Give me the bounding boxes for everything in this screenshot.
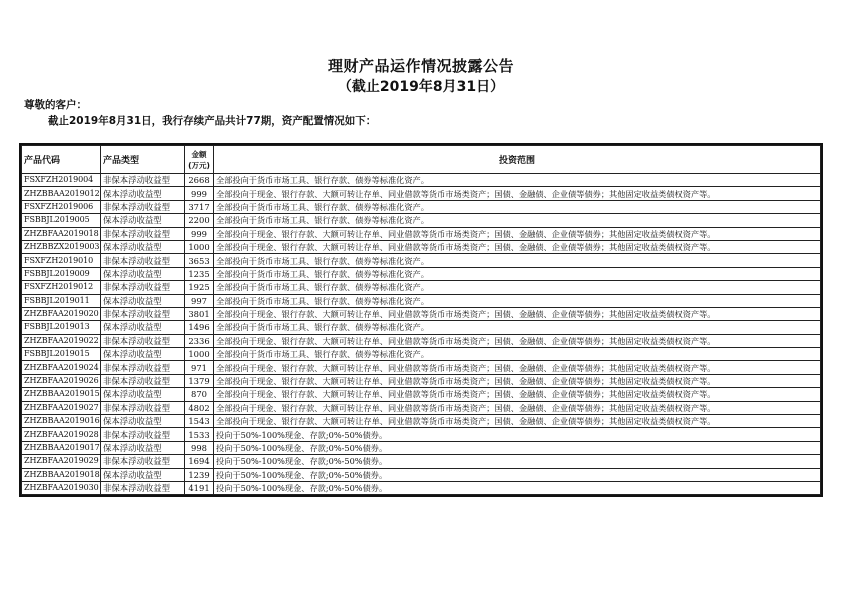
product-type-cell: 保本浮动收益型	[101, 321, 185, 334]
table-row	[22, 401, 821, 414]
investment-scope-cell: 全部投向于现金、银行存款、大额可转让存单、同业借款等货币市场类资产；国债、金融债、企业债等债券；其他固定收益类债权资产等。	[214, 240, 821, 253]
product-code-cell: FSXFZH2019010	[22, 254, 101, 267]
product-code-cell: FSXFZH2019006	[22, 200, 101, 213]
header-product-type: 产品类型	[101, 146, 185, 174]
table-row	[22, 307, 821, 320]
table-row	[22, 200, 821, 213]
amount-cell: 1496	[185, 321, 214, 334]
product-code-cell: ZHZBFAA2019018	[22, 227, 101, 240]
table-row	[22, 187, 821, 200]
table-row	[22, 388, 821, 401]
amount-cell: 999	[185, 187, 214, 200]
investment-scope-cell: 全部投向于货币市场工具、银行存款、债券等标准化资产。	[214, 348, 821, 361]
table-row	[22, 468, 821, 481]
amount-cell: 2668	[185, 174, 214, 187]
product-code-cell: ZHZBFAA2019026	[22, 374, 101, 387]
investment-scope-cell: 全部投向于货币市场工具、银行存款、债券等标准化资产。	[214, 214, 821, 227]
table-row	[22, 254, 821, 267]
product-code-cell: FSBBJL2019013	[22, 321, 101, 334]
amount-cell: 3801	[185, 307, 214, 320]
table-row	[22, 334, 821, 347]
product-type-cell: 非保本浮动收益型	[101, 455, 185, 468]
table-row	[22, 481, 821, 494]
investment-scope-cell: 全部投向于现金、银行存款、大额可转让存单、同业借款等货币市场类资产；国债、金融债、企业债等债券；其他固定收益类债权资产等。	[214, 401, 821, 414]
header-investment-scope: 投资范围	[214, 146, 821, 174]
product-type-cell: 保本浮动收益型	[101, 441, 185, 454]
table-body	[22, 174, 821, 495]
product-code-cell: FSBBJL2019005	[22, 214, 101, 227]
amount-cell: 1000	[185, 240, 214, 253]
product-code-cell: ZHZBFAA2019028	[22, 428, 101, 441]
product-type-cell: 非保本浮动收益型	[101, 200, 185, 213]
table-row	[22, 214, 821, 227]
product-type-cell: 保本浮动收益型	[101, 214, 185, 227]
investment-scope-cell: 全部投向于货币市场工具、银行存款、债券等标准化资产。	[214, 174, 821, 187]
greeting-text: 尊敬的客户：	[24, 99, 87, 111]
investment-scope-cell: 全部投向于现金、银行存款、大额可转让存单、同业借款等货币市场类资产；国债、金融债、企业债等债券；其他固定收益类债权资产等。	[214, 307, 821, 320]
investment-scope-cell: 全部投向于货币市场工具、银行存款、债券等标准化资产。	[214, 294, 821, 307]
header-amount-unit: (万元)	[188, 160, 210, 170]
amount-cell: 1694	[185, 455, 214, 468]
table-row	[22, 294, 821, 307]
amount-cell: 2200	[185, 214, 214, 227]
product-type-cell: 保本浮动收益型	[101, 187, 185, 200]
product-code-cell: ZHZBBAA2019018	[22, 468, 101, 481]
product-code-cell: ZHZBFAA2019027	[22, 401, 101, 414]
product-code-cell: ZHZBFAA2019020	[22, 307, 101, 320]
investment-scope-cell: 全部投向于现金、银行存款、大额可转让存单、同业借款等货币市场类资产；国债、金融债、企业债等债券；其他固定收益类债权资产等。	[214, 187, 821, 200]
document-title: 理财产品运作情况披露公告	[327, 57, 514, 75]
product-type-cell: 保本浮动收益型	[101, 415, 185, 428]
product-code-cell: ZHZBFAA2019029	[22, 455, 101, 468]
amount-cell: 999	[185, 227, 214, 240]
investment-scope-cell: 全部投向于现金、银行存款、大额可转让存单、同业借款等货币市场类资产；国债、金融债、企业债等债券；其他固定收益类债权资产等。	[214, 227, 821, 240]
product-code-cell: ZHZBFAA2019030	[22, 481, 101, 494]
investment-scope-cell: 全部投向于现金、银行存款、大额可转让存单、同业借款等货币市场类资产；国债、金融债、企业债等债券；其他固定收益类债权资产等。	[214, 361, 821, 374]
investment-scope-cell: 投向于50%-100%现金、存款;0%-50%债券。	[214, 468, 821, 481]
investment-scope-cell: 投向于50%-100%现金、存款;0%-50%债券。	[214, 441, 821, 454]
amount-cell: 1379	[185, 374, 214, 387]
amount-cell: 1000	[185, 348, 214, 361]
table-row	[22, 227, 821, 240]
table-row	[22, 415, 821, 428]
investment-scope-cell: 投向于50%-100%现金、存款;0%-50%债券。	[214, 481, 821, 494]
table-row	[22, 321, 821, 334]
table-row	[22, 281, 821, 294]
investment-scope-cell: 全部投向于货币市场工具、银行存款、债券等标准化资产。	[214, 200, 821, 213]
investment-scope-cell: 投向于50%-100%现金、存款;0%-50%债券。	[214, 428, 821, 441]
table-row	[22, 348, 821, 361]
product-code-cell: ZHZBFAA2019024	[22, 361, 101, 374]
product-code-cell: FSBBJL2019011	[22, 294, 101, 307]
product-code-cell: ZHZBFAA2019022	[22, 334, 101, 347]
table-row	[22, 374, 821, 387]
amount-cell: 971	[185, 361, 214, 374]
product-code-cell: FSXFZH2019004	[22, 174, 101, 187]
product-code-cell: ZHZBBAA2019012	[22, 187, 101, 200]
product-type-cell: 非保本浮动收益型	[101, 254, 185, 267]
amount-cell: 2336	[185, 334, 214, 347]
product-type-cell: 非保本浮动收益型	[101, 481, 185, 494]
product-type-cell: 非保本浮动收益型	[101, 307, 185, 320]
product-type-cell: 保本浮动收益型	[101, 388, 185, 401]
table-row	[22, 174, 821, 187]
product-code-cell: ZHZBBAA2019017	[22, 441, 101, 454]
header-amount	[185, 146, 214, 174]
product-type-cell: 非保本浮动收益型	[101, 227, 185, 240]
table-row	[22, 240, 821, 253]
product-code-cell: FSBBJL2019015	[22, 348, 101, 361]
investment-scope-cell: 全部投向于现金、银行存款、大额可转让存单、同业借款等货币市场类资产；国债、金融债、企业债等债券；其他固定收益类债权资产等。	[214, 334, 821, 347]
amount-cell: 1239	[185, 468, 214, 481]
investment-scope-cell: 全部投向于货币市场工具、银行存款、债券等标准化资产。	[214, 267, 821, 280]
table-row	[22, 455, 821, 468]
amount-cell: 870	[185, 388, 214, 401]
header-amount-label: 金额	[191, 149, 207, 159]
intro-paragraph: 截止2019年8月31日，我行存续产品共计77期，资产配置情况如下：	[48, 115, 377, 127]
product-code-cell: FSXFZH2019012	[22, 281, 101, 294]
product-type-cell: 非保本浮动收益型	[101, 174, 185, 187]
investment-scope-cell: 全部投向于现金、银行存款、大额可转让存单、同业借款等货币市场类资产；国债、金融债、企业债等债券；其他固定收益类债权资产等。	[214, 415, 821, 428]
product-type-cell: 保本浮动收益型	[101, 468, 185, 481]
product-type-cell: 保本浮动收益型	[101, 267, 185, 280]
product-table-container	[19, 143, 823, 497]
table-row	[22, 428, 821, 441]
investment-scope-cell: 全部投向于货币市场工具、银行存款、债券等标准化资产。	[214, 281, 821, 294]
product-type-cell: 非保本浮动收益型	[101, 428, 185, 441]
amount-cell: 1533	[185, 428, 214, 441]
amount-cell: 1543	[185, 415, 214, 428]
product-type-cell: 非保本浮动收益型	[101, 361, 185, 374]
investment-scope-cell: 投向于50%-100%现金、存款;0%-50%债券。	[214, 455, 821, 468]
document-subtitle: （截止2019年8月31日）	[337, 79, 505, 95]
product-code-cell: ZHZBBAA2019015	[22, 388, 101, 401]
amount-cell: 1925	[185, 281, 214, 294]
amount-cell: 4191	[185, 481, 214, 494]
table-row	[22, 441, 821, 454]
table-header-row	[22, 146, 821, 174]
amount-cell: 997	[185, 294, 214, 307]
investment-scope-cell: 全部投向于现金、银行存款、大额可转让存单、同业借款等货币市场类资产；国债、金融债、企业债等债券；其他固定收益类债权资产等。	[214, 374, 821, 387]
amount-cell: 998	[185, 441, 214, 454]
investment-scope-cell: 全部投向于货币市场工具、银行存款、债券等标准化资产。	[214, 321, 821, 334]
product-allocation-table	[21, 145, 821, 495]
product-type-cell: 非保本浮动收益型	[101, 281, 185, 294]
product-type-cell: 保本浮动收益型	[101, 294, 185, 307]
amount-cell: 4802	[185, 401, 214, 414]
product-type-cell: 非保本浮动收益型	[101, 401, 185, 414]
table-row	[22, 361, 821, 374]
product-code-cell: ZHZBBAA2019016	[22, 415, 101, 428]
product-code-cell: FSBBJL2019009	[22, 267, 101, 280]
table-row	[22, 267, 821, 280]
amount-cell: 1235	[185, 267, 214, 280]
investment-scope-cell: 全部投向于货币市场工具、银行存款、债券等标准化资产。	[214, 254, 821, 267]
amount-cell: 3717	[185, 200, 214, 213]
product-type-cell: 非保本浮动收益型	[101, 334, 185, 347]
product-type-cell: 保本浮动收益型	[101, 240, 185, 253]
investment-scope-cell: 全部投向于现金、银行存款、大额可转让存单、同业借款等货币市场类资产；国债、金融债、企业债等债券；其他固定收益类债权资产等。	[214, 388, 821, 401]
product-type-cell: 保本浮动收益型	[101, 348, 185, 361]
header-product-code: 产品代码	[22, 146, 101, 174]
product-code-cell: ZHZBBZX2019003	[22, 240, 101, 253]
amount-cell: 3653	[185, 254, 214, 267]
product-type-cell: 非保本浮动收益型	[101, 374, 185, 387]
